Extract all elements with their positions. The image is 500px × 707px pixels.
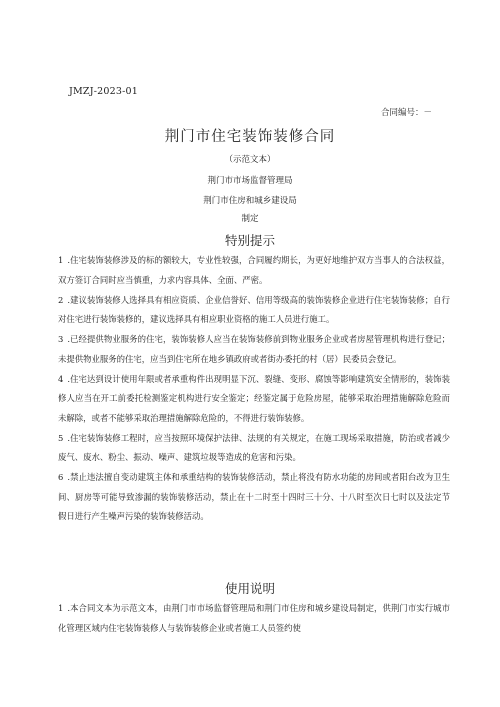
item-text: .禁止违法擅自变动建筑主体和承重结构的装饰装修活动，禁止将没有防水功能的房间或者阳台改为卫生间、厨房等可能导致渗漏的装饰装修活动，禁止在十二时至十四时三十分、十八时至次日七时以及法定节假日进行产生噪声污染的装饰装修活动。 <box>58 472 450 521</box>
notice-item-4 <box>58 370 450 429</box>
issuer-housing-construction: 荆门市住房和城乡建设局 <box>203 196 297 206</box>
notice-item-3 <box>58 330 450 369</box>
notice-item-5 <box>58 429 450 468</box>
notice-item-6 <box>58 468 450 527</box>
item-number: 3 <box>58 334 64 344</box>
notice-item-2 <box>58 291 450 330</box>
usage-item-1 <box>58 599 450 638</box>
item-number: 1 <box>58 255 64 265</box>
issued-label: 制定 <box>241 214 259 224</box>
document-code: JMZJ-2023-01 <box>69 86 139 97</box>
notice-item-1 <box>58 251 450 290</box>
item-number: 5 <box>58 432 64 443</box>
document-title: 荆门市住宅装饰装修合同 <box>164 129 336 145</box>
usage-list <box>58 599 450 638</box>
item-number: 4 <box>58 373 64 384</box>
item-text: .建议装饰装修人选择具有相应资质、企业信誉好、信用等级高的装饰装修企业进行住宅装饰装修；自行对住宅进行装饰装修的，建议选择具有相应职业资格的施工人员进行施工。 <box>58 294 450 324</box>
item-number: 2 <box>58 294 64 305</box>
item-number: 6 <box>58 472 64 482</box>
item-number: 1 <box>58 603 64 613</box>
item-text: .已经提供物业服务的住宅，装饰装修人应当在装饰装修前到物业服务企业或者房屋管理机构进行登记；未提供物业服务的住宅，应当到住宅所在地乡镇政府或者街办委托的村（居）民委员会登记。 <box>58 334 450 364</box>
item-text: .住宅装饰装修涉及的标的额较大，专业性较强，合同履约期长，为更好地维护双方当事人的合法权益，双方签订合同时应当慎重，力求内容具体、全面、严密。 <box>58 255 450 285</box>
notice-list <box>58 251 450 527</box>
usage-heading: 使用说明 <box>224 581 275 596</box>
item-text: .住宅装饰装修工程时，应当按照环境保护法律、法规的有关规定，在施工现场采取措施，防治或者减少废气、废水、粉尘、振动、噪声、建筑垃圾等造成的危害和污染。 <box>58 432 450 462</box>
item-text: .本合同文本为示范文本，由荆门市市场监督管理局和荆门市住房和城乡建设局制定，供荆门市实行城市化管理区域内住宅装饰装修人与装饰装修企业或者施工人员签约使 <box>58 603 450 633</box>
contract-number-label: 合同编号：－ <box>380 108 432 118</box>
item-text: .住宅达到设计使用年限或者承重构件出现明显下沉、裂缝、变形、腐蚀等影响建筑安全情形的，装饰装修人应当在开工前委托检测鉴定机构进行安全鉴定；经鉴定属于危险房屋，能够采取治理措施解除危险而未解除，或者不能够采取治理措施解除危险的，不得进行装饰装修。 <box>58 373 450 423</box>
notice-heading: 特别提示 <box>224 233 275 248</box>
document-subtitle: （示范文本） <box>224 155 276 165</box>
issuer-market-supervision: 荆门市市场监督管理局 <box>207 176 293 186</box>
